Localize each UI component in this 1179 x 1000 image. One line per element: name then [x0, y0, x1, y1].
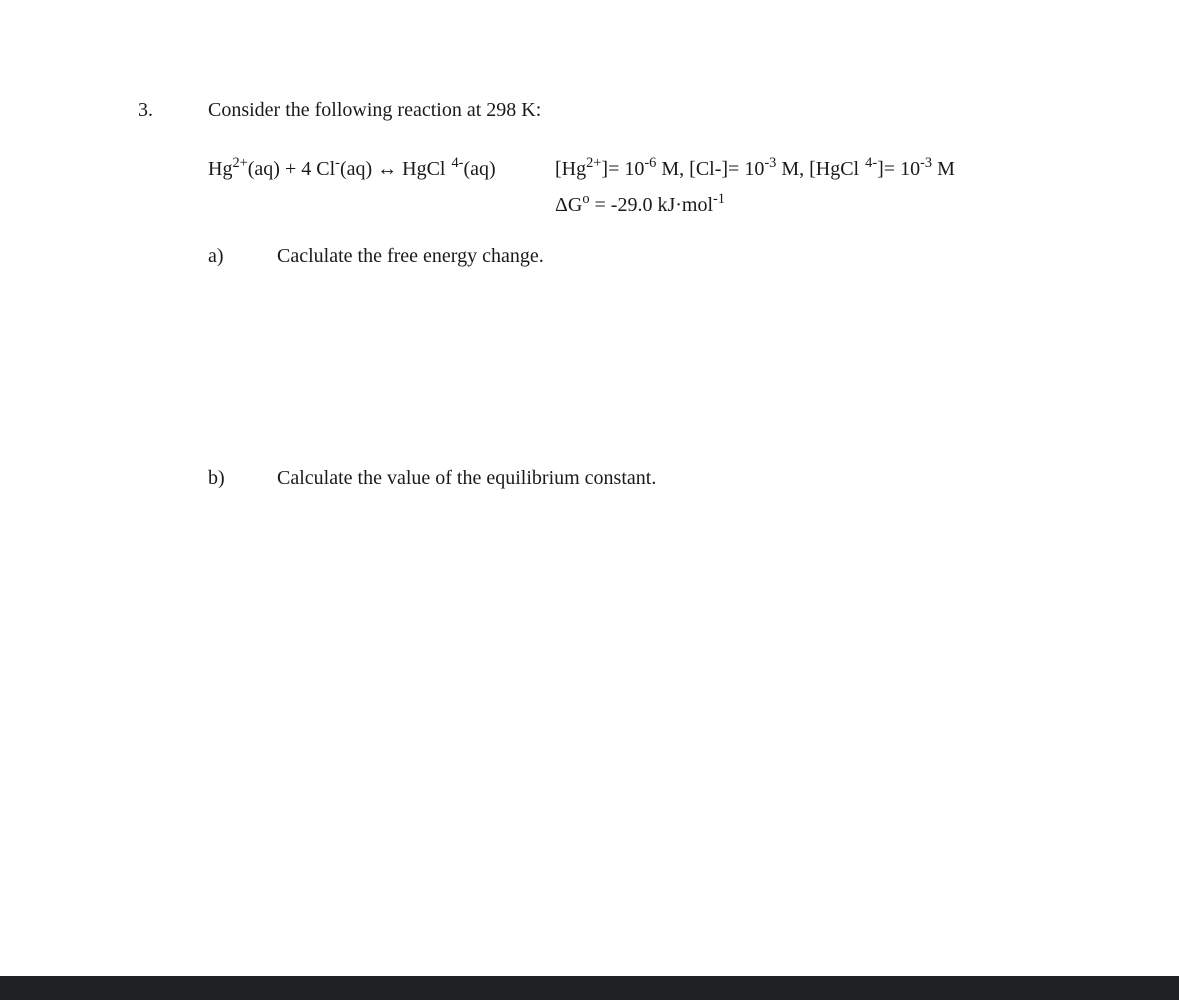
conc-hgcl-charge: 4- [865, 155, 878, 172]
conc-hg-value: ]= 10 [601, 158, 645, 180]
delta-g-symbol: ΔG [555, 194, 583, 216]
conc-hgcl-unit: M [932, 158, 955, 180]
reaction-aq: (aq) [339, 158, 373, 180]
equilibrium-arrow-icon: ↔ [377, 158, 398, 180]
hg-charge: 2+ [232, 155, 248, 172]
conc-hgcl-label: M, [HgCl [776, 158, 860, 180]
conc-hgcl-value: ]= 10 [877, 158, 921, 180]
conc-hg-charge: 2+ [586, 155, 602, 172]
standard-free-energy [555, 191, 726, 217]
product-hgcl: HgCl [402, 158, 446, 180]
part-a-label: a) [208, 245, 224, 267]
conc-cl-exponent: -3 [764, 155, 777, 172]
conc-hg-label: [Hg [555, 158, 587, 180]
cl-charge: - [335, 155, 340, 172]
product-charge: 4- [451, 155, 464, 172]
part-a-text: Caclulate the free energy change. [277, 245, 544, 267]
part-b-text: Calculate the value of the equilibrium constant. [277, 467, 657, 489]
delta-g-unit-exponent: -1 [713, 191, 726, 208]
conc-cl-label: M, [Cl-]= 10 [656, 158, 765, 180]
product-aq: (aq) [463, 158, 496, 180]
question-number: 3. [138, 99, 153, 121]
standard-state-degree: o [582, 191, 590, 208]
concentrations [555, 155, 955, 181]
reactant-hg: Hg [208, 158, 233, 180]
reaction-equation [208, 155, 496, 181]
conc-hgcl-exponent: -3 [920, 155, 933, 172]
bottom-toolbar [0, 976, 1179, 1000]
question-prompt: Consider the following reaction at 298 K: [208, 99, 542, 121]
delta-g-value: = -29.0 kJ·mol [589, 194, 714, 216]
conc-hg-exponent: -6 [644, 155, 657, 172]
part-b-label: b) [208, 467, 225, 489]
reaction-aq-cl: (aq) + 4 Cl [247, 158, 336, 180]
